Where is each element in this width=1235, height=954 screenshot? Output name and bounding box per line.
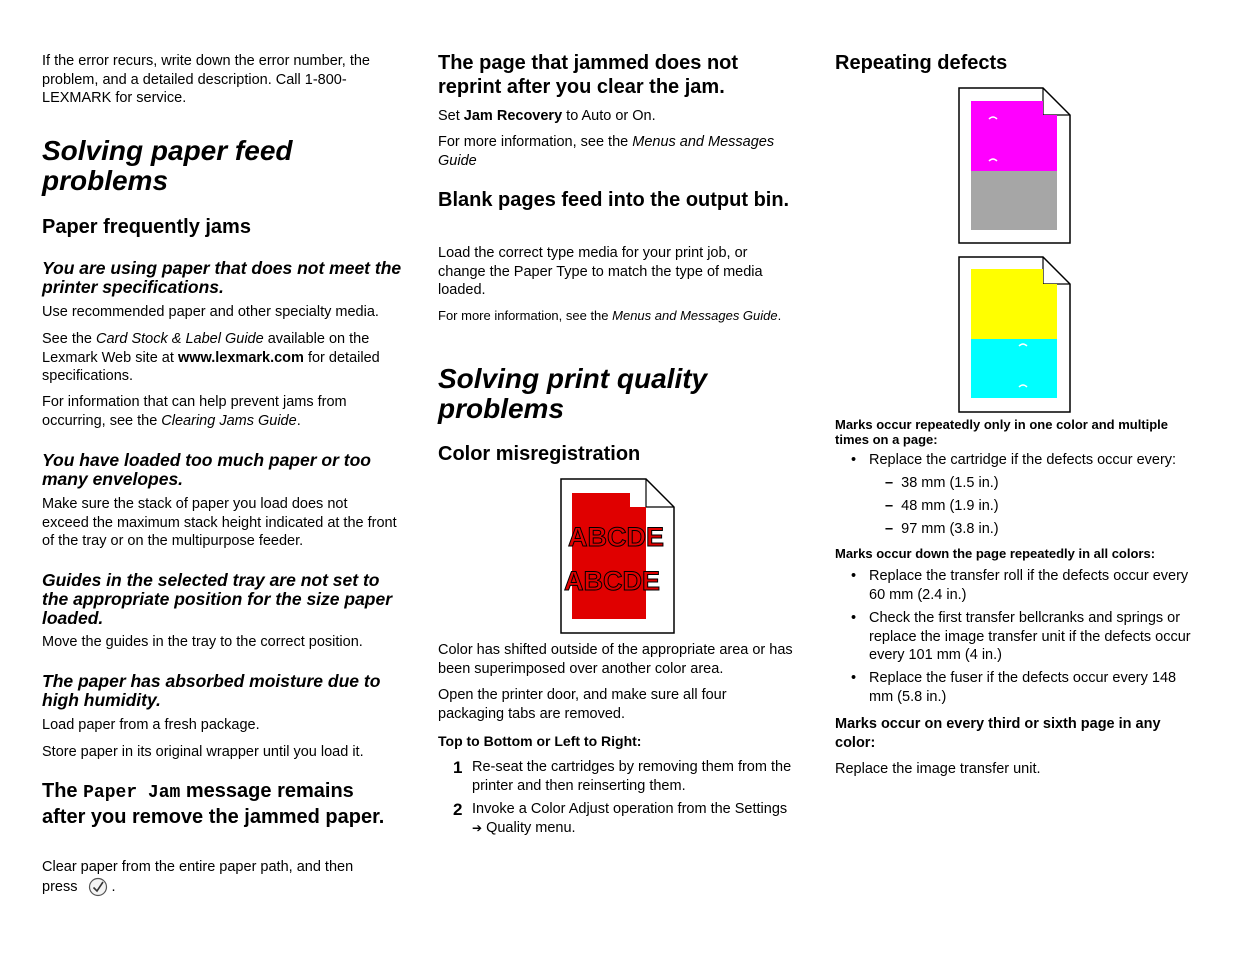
cause-too-much-paper-text: Make sure the stack of paper you load does not exceed the maximum stack height indicated at the front of the tray or on the multipurpose feeder. bbox=[42, 496, 397, 549]
misregistration-color-block bbox=[572, 493, 630, 619]
blank-pages-text: Load the correct type media for your print job, or change the Paper Type to match the type of media loaded. bbox=[438, 245, 763, 298]
sample-text-1: ABCDE bbox=[568, 522, 665, 552]
interval-item: – 48 mm (1.9 in.) bbox=[885, 498, 999, 514]
step-1 bbox=[438, 758, 798, 798]
heading-paper-jams: Paper frequently jams bbox=[42, 216, 251, 238]
marks-all-colors-bullet: • Replace the transfer roll if the defects occur every 60 mm (2.4 in.) bbox=[851, 568, 1189, 603]
lexmark-link: www.lexmark.com bbox=[177, 349, 304, 366]
section-title-print-quality: Solving print quality problems bbox=[438, 363, 708, 424]
heading-blank-pages: Blank pages feed into the output bin. bbox=[438, 189, 790, 211]
step-1-number: 1 bbox=[453, 758, 463, 777]
marks-all-colors-label: Marks occur down the page repeatedly in all colors: bbox=[835, 546, 1156, 561]
misregistration-text2: Open the printer door, and make sure all four packaging tabs are removed. bbox=[438, 687, 727, 722]
heading-page-not-reprinted: The page that jammed does not reprint after you clear the jam. bbox=[438, 52, 739, 98]
heading-color-misregistration: Color misregistration bbox=[438, 443, 641, 465]
cause-paper-specs-text2: See the Card Stock & Label Guide available on the Lexmark Web site at www.lexmark.com for detailed specifications. bbox=[42, 331, 380, 384]
cause-guides: Guides in the selected tray are not set to the appropriate position for the size paper loaded. bbox=[42, 570, 393, 628]
defect-sample-page-1 bbox=[958, 87, 1072, 244]
checkmark-button-icon bbox=[88, 877, 108, 903]
blank-pages-info: For more information, see the Menus and Messages Guide. bbox=[438, 308, 782, 323]
cause-paper-specs: You are using paper that does not meet the printer specifications. bbox=[42, 258, 402, 297]
heading-repeating-defects: Repeating defects bbox=[835, 52, 1008, 74]
reprint-info: For more information, see the Menus and Messages Guide bbox=[438, 134, 775, 169]
misregistration-sample-page bbox=[560, 478, 676, 634]
steps-label: Top to Bottom or Left to Right: bbox=[438, 733, 642, 749]
interval-item: – 38 mm (1.5 in.) bbox=[885, 475, 999, 491]
step-2-text: Invoke a Color Adjust operation from the Settings ➔ Quality menu. bbox=[472, 801, 788, 836]
marks-all-colors-bullet: • Replace the fuser if the defects occur every 148 mm (5.8 in.) bbox=[851, 670, 1177, 705]
gray-block bbox=[971, 171, 1057, 230]
paper-jam-message-text: Clear paper from the entire paper path, and then press . bbox=[42, 858, 387, 902]
cause-guides-text: Move the guides in the tray to the correct position. bbox=[42, 634, 363, 650]
step-2 bbox=[438, 800, 798, 840]
misregistration-text1: Color has shifted outside of the appropriate area or has been superimposed over another color area. bbox=[438, 642, 793, 677]
cyan-block bbox=[971, 339, 1057, 398]
step-2-number: 2 bbox=[453, 800, 463, 819]
sample-text-2: ABCDE bbox=[564, 566, 661, 596]
marks-every-third-page-label: Marks occur on every third or sixth page in any color: bbox=[835, 716, 1161, 751]
intro-text: If the error recurs, write down the error number, the problem, and a detailed description. Call 1-800-LEXMARK for service. bbox=[42, 53, 370, 106]
reprint-text: Set Jam Recovery to Auto or On. bbox=[438, 108, 656, 124]
heading-paper-jam-message: The Paper Jam message remains after you remove the jammed paper. bbox=[42, 780, 385, 828]
section-title-paper-feed: Solving paper feed problems bbox=[42, 135, 293, 196]
cause-too-much-paper: You have loaded too much paper or too many envelopes. bbox=[42, 450, 371, 489]
defect-sample-page-2 bbox=[958, 256, 1072, 413]
step-1-text: Re-seat the cartridges by removing them from the printer and then reinserting them. bbox=[472, 759, 792, 794]
arrow-right-icon: ➔ bbox=[472, 820, 483, 835]
cause-moisture-text2: Store paper in its original wrapper until you load it. bbox=[42, 744, 364, 760]
interval-item: – 97 mm (3.8 in.) bbox=[885, 521, 999, 537]
marks-all-colors-bullet: • Check the first transfer bellcranks and springs or replace the image transfer unit if the defects occur every 101 mm (4 in.) bbox=[851, 610, 1191, 663]
cause-moisture: The paper has absorbed moisture due to high humidity. bbox=[42, 671, 381, 710]
marks-one-color-bullet: • Replace the cartridge if the defects occur every: bbox=[851, 452, 1177, 468]
cause-paper-specs-text3: For information that can help prevent jams from occurring, see the Clearing Jams Guide. bbox=[42, 394, 347, 429]
cause-moisture-text1: Load paper from a fresh package. bbox=[42, 717, 260, 733]
marks-every-third-page-text: Replace the image transfer unit. bbox=[835, 761, 1041, 777]
cause-paper-specs-text1: Use recommended paper and other specialty media. bbox=[42, 304, 379, 320]
marks-one-color-label: Marks occur repeatedly only in one color and multiple times on a page: bbox=[835, 417, 1169, 447]
